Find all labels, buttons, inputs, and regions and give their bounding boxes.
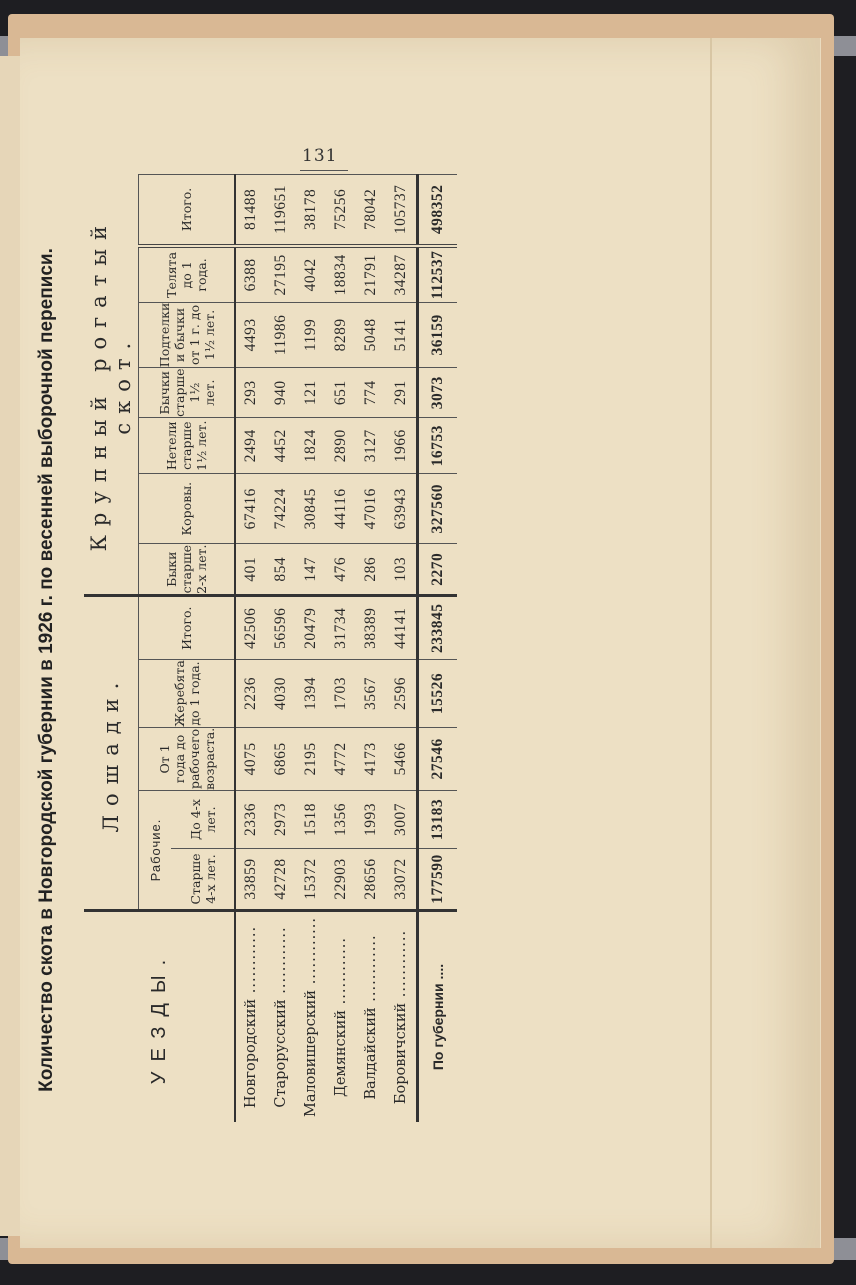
page-title: Количество скота в Новгородской губернии в 1926 г. по весенней выборочной переписи.: [36, 248, 57, 1092]
table-cell: 18834: [326, 246, 356, 302]
table-cell: 11986: [266, 302, 296, 368]
table-cell: 56596: [266, 596, 296, 660]
row-label: Маловишерский ............: [296, 911, 326, 1123]
table-cell: 21791: [356, 246, 386, 302]
row-label-text: Старорусский: [273, 999, 289, 1108]
page-number: 131: [302, 146, 338, 166]
table-cell: 476: [326, 544, 356, 596]
table-cell: 5048: [356, 302, 386, 368]
column-header: Телята до 1 года.: [139, 246, 236, 302]
table-cell: 67416: [235, 474, 266, 544]
table-cell: 2494: [235, 418, 266, 474]
table-cell: 3127: [356, 418, 386, 474]
total-cell: 2270: [418, 544, 458, 596]
table-cell: 22903: [326, 849, 356, 911]
table-cell: 33859: [235, 849, 266, 911]
total-cell: 112537: [418, 246, 458, 302]
row-label: Валдайский ............: [356, 911, 386, 1123]
table-cell: 42506: [235, 596, 266, 660]
row-label: Старорусский ............: [266, 911, 296, 1123]
table-cell: 4075: [235, 727, 266, 790]
table-cell: 2336: [235, 791, 266, 849]
livestock-census-table: [84, 174, 457, 1122]
table-cell: 27195: [266, 246, 296, 302]
table-cell: 401: [235, 544, 266, 596]
table-cell: 1993: [356, 791, 386, 849]
total-cell: 177590: [418, 849, 458, 911]
table-cell: 38178: [296, 174, 326, 246]
group-header-cattle: Крупный рогатый скот.: [84, 174, 139, 596]
table-cell: 2195: [296, 727, 326, 790]
table-cell: 4042: [296, 246, 326, 302]
table-cell: 774: [356, 368, 386, 418]
table-cell: 78042: [356, 174, 386, 246]
table-cell: 854: [266, 544, 296, 596]
column-header: Жеребята до 1 года.: [139, 660, 236, 728]
table-cell: 121: [296, 368, 326, 418]
table-cell: 75256: [326, 174, 356, 246]
row-label: Боровичский ............: [386, 911, 418, 1123]
total-cell: 15526: [418, 660, 458, 728]
group-header-horses: Лошади.: [84, 596, 139, 911]
column-header: Коровы.: [139, 474, 236, 544]
table-row: [326, 174, 356, 1122]
table-cell: 28656: [356, 849, 386, 911]
table-cell: 1703: [326, 660, 356, 728]
column-header: Итого.: [139, 596, 236, 660]
column-header: Нетели старше 1½ лет.: [139, 418, 236, 474]
table-cell: 4452: [266, 418, 296, 474]
table-cell: 5466: [386, 727, 418, 790]
table-cell: 6865: [266, 727, 296, 790]
row-label: Демянский ............: [326, 911, 356, 1123]
table-cell: 63943: [386, 474, 418, 544]
table-cell: 8289: [326, 302, 356, 368]
column-header: Быки старше 2-х лет.: [139, 544, 236, 596]
column-header: Итого.: [139, 174, 236, 246]
table-cell: 2596: [386, 660, 418, 728]
total-row: [418, 174, 458, 1122]
table-cell: 293: [235, 368, 266, 418]
table-cell: 103: [386, 544, 418, 596]
row-label-text: Маловишерский: [303, 989, 319, 1118]
group-header-row: [84, 174, 139, 1122]
total-cell: 27546: [418, 727, 458, 790]
table-cell: 31734: [326, 596, 356, 660]
table-cell: 2890: [326, 418, 356, 474]
table-row: [386, 174, 418, 1122]
table-cell: 3567: [356, 660, 386, 728]
total-cell: 16753: [418, 418, 458, 474]
table-cell: 15372: [296, 849, 326, 911]
table-cell: 47016: [356, 474, 386, 544]
table-cell: 1356: [326, 791, 356, 849]
row-label-text: Боровичский: [393, 1002, 409, 1105]
table-cell: 42728: [266, 849, 296, 911]
table-cell: 105737: [386, 174, 418, 246]
table-cell: 4772: [326, 727, 356, 790]
table-cell: 1394: [296, 660, 326, 728]
table-cell: 6388: [235, 246, 266, 302]
column-header: Старше 4-х лет.: [171, 849, 235, 911]
row-header-uezdy: УЕЗДЫ.: [84, 911, 235, 1123]
table-cell: 1824: [296, 418, 326, 474]
total-label-text: По губернии: [430, 983, 446, 1071]
table-cell: 119651: [266, 174, 296, 246]
rotated-content: [30, 160, 630, 1160]
table-cell: 38389: [356, 596, 386, 660]
row-label-text: Валдайский: [363, 1007, 379, 1100]
total-label: По губернии ....: [418, 911, 458, 1123]
table-row: [296, 174, 326, 1122]
column-header: Подтелки и бычки от 1 г. до 1½ лет.: [139, 302, 236, 368]
table-cell: 147: [296, 544, 326, 596]
table-cell: 33072: [386, 849, 418, 911]
table-cell: 1518: [296, 791, 326, 849]
total-cell: 36159: [418, 302, 458, 368]
table-body: [235, 174, 457, 1122]
table-cell: 30845: [296, 474, 326, 544]
table-cell: 2973: [266, 791, 296, 849]
total-cell: 233845: [418, 596, 458, 660]
row-label-text: Новгородский: [243, 998, 259, 1109]
column-header: До 4-х лет.: [171, 791, 235, 849]
total-cell: 13183: [418, 791, 458, 849]
left-page-edge: [0, 56, 21, 1236]
table-cell: 2236: [235, 660, 266, 728]
table-cell: 286: [356, 544, 386, 596]
table-cell: 651: [326, 368, 356, 418]
table-cell: 4030: [266, 660, 296, 728]
total-cell: 327560: [418, 474, 458, 544]
total-cell: 498352: [418, 174, 458, 246]
table-row: [356, 174, 386, 1122]
total-cell: 3073: [418, 368, 458, 418]
table-row: [266, 174, 296, 1122]
row-label-text: Демянский: [333, 1009, 349, 1097]
table-cell: 44116: [326, 474, 356, 544]
table-cell: 3007: [386, 791, 418, 849]
table-cell: 940: [266, 368, 296, 418]
row-label: Новгородский ............: [235, 911, 266, 1123]
column-header: От 1 года до рабочего возраста.: [139, 727, 236, 790]
table-cell: 34287: [386, 246, 418, 302]
table-cell: 44141: [386, 596, 418, 660]
table-cell: 4493: [235, 302, 266, 368]
column-header: Бычки старше 1½ лет.: [139, 368, 236, 418]
table-cell: 74224: [266, 474, 296, 544]
table-cell: 20479: [296, 596, 326, 660]
table-cell: 4173: [356, 727, 386, 790]
table-cell: 1966: [386, 418, 418, 474]
table-cell: 291: [386, 368, 418, 418]
table-row: [235, 174, 266, 1122]
table-cell: 81488: [235, 174, 266, 246]
subgroup-working: Рабочие.: [139, 791, 172, 911]
table-cell: 1199: [296, 302, 326, 368]
table-cell: 5141: [386, 302, 418, 368]
